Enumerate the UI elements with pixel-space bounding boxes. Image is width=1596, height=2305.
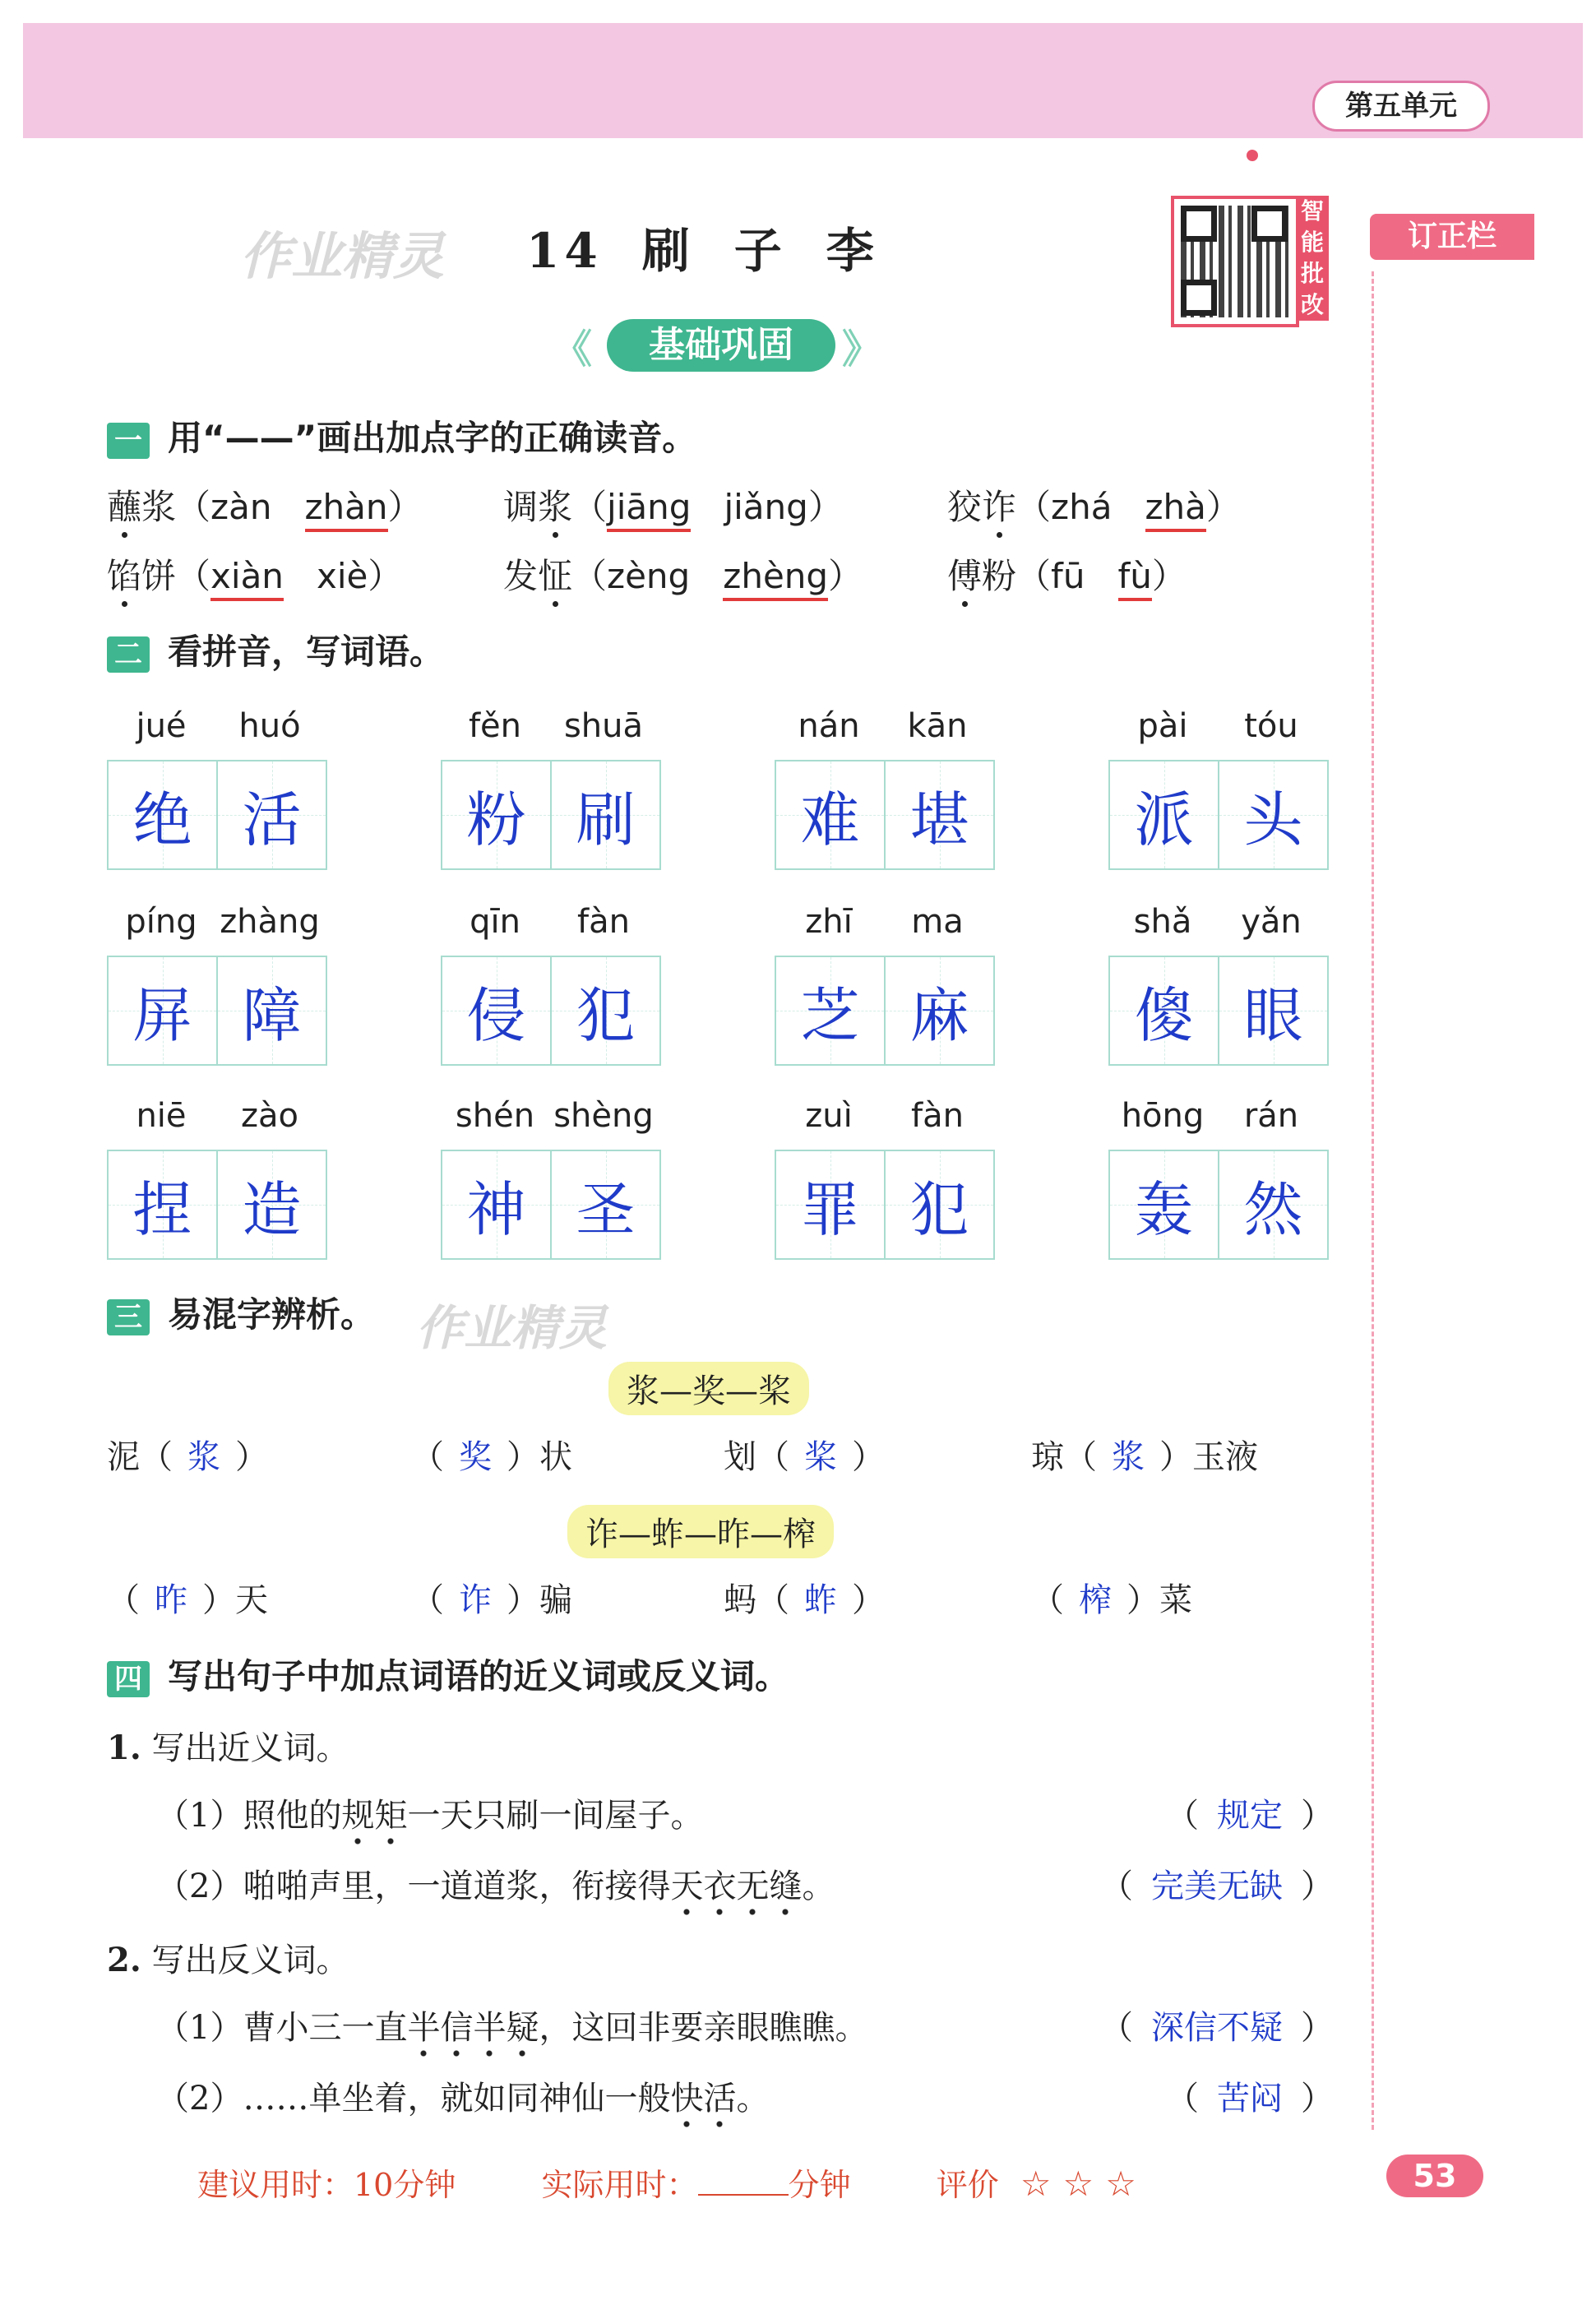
blank-prefix: （ [107, 1581, 140, 1619]
footer [197, 2159, 1136, 2205]
q1-word-char-dotted: 诈 [982, 480, 1016, 530]
fill-blank-item [411, 1431, 572, 1478]
qr-pin-icon [1247, 150, 1258, 161]
star-icon[interactable]: ☆ [1105, 2164, 1136, 2204]
blank-answer[interactable]: 榨 [1079, 1581, 1112, 1619]
writing-grid [107, 760, 327, 870]
qr-label [1296, 196, 1329, 321]
word-card [107, 903, 327, 1066]
blank-suffix: ） [852, 1438, 885, 1476]
answer-char: 芝 [800, 981, 860, 1050]
actual-time-label: 实际用时： [541, 2167, 698, 2203]
writing-cell[interactable] [1219, 957, 1327, 1064]
writing-cell[interactable] [1219, 761, 1327, 868]
answer-char: 神 [466, 1175, 526, 1244]
blank-suffix: ）状 [507, 1438, 572, 1476]
actual-time-unit: 分钟 [788, 2167, 851, 2203]
writing-cell[interactable] [552, 1151, 659, 1258]
pinyin: shuā [563, 707, 644, 745]
q2-prompt: 看拼音，写词语。 [168, 632, 445, 672]
page-number: 53 [1386, 2155, 1483, 2197]
answer-bracket: （ 深信不疑 ） [1100, 2009, 1334, 2047]
pinyin: shèng [553, 1097, 654, 1135]
blank-answer[interactable]: 浆 [1112, 1438, 1145, 1476]
q3-heading [107, 1288, 375, 1337]
word-card [775, 707, 995, 870]
writing-grid [107, 1150, 327, 1260]
q1-word-char-dotted: 蘸 [107, 480, 141, 530]
q1-word-char-dotted: 怔 [538, 549, 572, 599]
title-char-3: 李 [826, 223, 879, 279]
writing-cell[interactable] [1110, 957, 1219, 1064]
pinyin: rán [1243, 1097, 1299, 1135]
dotted-phrase: 快活 [670, 2080, 736, 2129]
q1-opt-underlined[interactable]: zhà [1145, 487, 1206, 532]
sentence-item [156, 2072, 769, 2119]
answer-char: 捏 [132, 1175, 192, 1244]
fill-blank-item [1031, 1431, 1258, 1478]
blank-prefix: 琼（ [1031, 1438, 1097, 1476]
pinyin-row [775, 1097, 992, 1143]
word-card [1108, 1097, 1329, 1260]
q4-part2-label: 2. [107, 1941, 141, 1979]
pinyin: zhàng [220, 903, 320, 941]
pinyin-row [1108, 1097, 1325, 1143]
dotted-phrase: 半信半疑 [407, 2009, 539, 2058]
answer-char: 粉 [466, 785, 526, 854]
dotted-phrase: 规矩 [341, 1797, 407, 1846]
qr-finder-icon [1181, 206, 1217, 242]
sentence-text: （2） [156, 2080, 243, 2118]
writing-grid [775, 1150, 995, 1260]
writing-cell[interactable] [886, 1151, 993, 1258]
writing-cell[interactable] [776, 761, 886, 868]
q1-word-char-dotted: 馅 [107, 549, 141, 599]
writing-cell[interactable] [1219, 1151, 1327, 1258]
sentence-text: 曹小三一直 [243, 2009, 408, 2047]
chevron-left-icon: 《 [553, 326, 593, 373]
q1-item: 狡诈（zhá zhà） [947, 480, 1241, 530]
answer-char: 派 [1134, 785, 1194, 854]
q1-item: 傅粉（fū fù） [947, 549, 1187, 599]
blank-prefix: 蚂（ [724, 1581, 789, 1619]
answer-char: 傻 [1134, 981, 1194, 1050]
q2-number: 二 [107, 636, 150, 673]
pinyin-row [107, 707, 324, 753]
word-card [1108, 707, 1329, 870]
watermark: 作业精灵 [240, 226, 445, 286]
pinyin: huó [238, 707, 301, 745]
pinyin-row [1108, 707, 1325, 753]
unit-badge: 第五单元 [1312, 81, 1490, 132]
word-card [775, 1097, 995, 1260]
q1-opt-underlined[interactable]: fù [1118, 556, 1152, 601]
pinyin: qīn [470, 903, 520, 941]
q4-part1-label: 1. [107, 1729, 141, 1767]
writing-cell[interactable] [218, 761, 326, 868]
answer-char: 眼 [1243, 981, 1303, 1050]
star-icon[interactable]: ☆ [1020, 2164, 1052, 2204]
pinyin-row [775, 707, 992, 753]
answer-char: 屏 [132, 981, 192, 1050]
blank-prefix: 泥（ [107, 1438, 173, 1476]
writing-grid [775, 760, 995, 870]
writing-grid [1108, 956, 1329, 1066]
pinyin: shén [455, 1097, 535, 1135]
writing-cell[interactable] [442, 1151, 552, 1258]
writing-grid [107, 956, 327, 1066]
pinyin: pài [1137, 707, 1188, 745]
q1-number: 一 [107, 423, 150, 459]
pinyin: fàn [911, 1097, 964, 1135]
qr-finder-icon [1251, 206, 1288, 242]
writing-cell[interactable] [442, 761, 552, 868]
blank-prefix: （ [411, 1438, 444, 1476]
writing-cell[interactable] [218, 957, 326, 1064]
chevron-right-icon: 》 [842, 326, 882, 373]
answer-bracket: （ 苦闷 ） [1166, 2080, 1334, 2118]
word-card [107, 707, 327, 870]
word-card [107, 1097, 327, 1260]
sentence-item [156, 2002, 867, 2048]
pinyin: fěn [468, 707, 522, 745]
q3-number: 三 [107, 1299, 150, 1335]
answer-char: 活 [242, 785, 302, 854]
dotted-phrase: 天衣无缝 [670, 1868, 802, 1917]
blank-suffix: ） [852, 1581, 885, 1619]
fill-blank-item [724, 1431, 885, 1478]
pinyin: zào [241, 1097, 298, 1135]
q4-number: 四 [107, 1661, 150, 1697]
pinyin-row [107, 903, 324, 949]
word-card [441, 1097, 661, 1260]
writing-cell[interactable] [552, 957, 659, 1064]
pinyin-row [775, 903, 992, 949]
answer-bracket: （ 规定 ） [1166, 1797, 1334, 1835]
writing-cell[interactable] [776, 1151, 886, 1258]
q1-opt-underlined[interactable]: zhàn [305, 487, 388, 532]
q4-part2-title [107, 1934, 349, 1981]
sentence-text: ，这回非要亲眼瞧瞧。 [539, 2009, 868, 2047]
writing-cell[interactable] [1110, 761, 1219, 868]
blank-suffix: ）玉液 [1159, 1438, 1258, 1476]
pinyin: niē [136, 1097, 187, 1135]
pinyin: nán [798, 707, 860, 745]
sentence-text: （1） [156, 1797, 243, 1835]
q1-opt[interactable]: zèng [607, 556, 691, 596]
blank-answer[interactable]: 蚱 [804, 1581, 837, 1619]
answer-char: 圣 [576, 1175, 636, 1244]
answer-char: 罪 [800, 1175, 860, 1244]
sentence-text: 。 [736, 2080, 770, 2118]
pinyin: fàn [577, 903, 630, 941]
writing-cell[interactable] [109, 761, 218, 868]
writing-grid [441, 956, 661, 1066]
writing-cell[interactable] [552, 761, 659, 868]
confusable-group-1-header: 浆—奖—桨 [608, 1362, 809, 1415]
answer-char: 犯 [576, 981, 636, 1050]
blank-answer[interactable]: 浆 [187, 1438, 220, 1476]
word-card [441, 707, 661, 870]
writing-cell[interactable] [886, 761, 993, 868]
rating-label: 评价 [936, 2167, 999, 2203]
pinyin-row [441, 1097, 658, 1143]
corrections-tag: 订正栏 [1370, 214, 1534, 260]
writing-cell[interactable] [1110, 1151, 1219, 1258]
writing-grid [441, 760, 661, 870]
pinyin: zuì [805, 1097, 853, 1135]
word-card [441, 903, 661, 1066]
writing-grid [775, 956, 995, 1066]
q1-item: 馅饼（xiàn xiè） [107, 549, 402, 599]
answer-char: 绝 [132, 785, 192, 854]
fill-blank-item [1031, 1574, 1192, 1621]
answer-char: 造 [242, 1175, 302, 1244]
lesson-title [526, 212, 918, 281]
actual-time-blank[interactable] [698, 2194, 789, 2196]
q1-heading [107, 411, 696, 461]
star-icon[interactable]: ☆ [1062, 2164, 1094, 2204]
qr-label-text: 智能批改 [1300, 197, 1324, 318]
sentence-text: （2） [156, 1868, 243, 1905]
writing-cell[interactable] [218, 1151, 326, 1258]
blank-suffix: ）天 [202, 1581, 268, 1619]
q1-opt-underlined[interactable]: jiāng [607, 487, 691, 532]
q1-opt[interactable]: xiè [317, 556, 368, 596]
q1-item: 蘸浆（zàn zhàn） [107, 480, 423, 530]
pinyin: tóu [1244, 707, 1298, 745]
answer-char: 头 [1243, 785, 1303, 854]
blank-answer[interactable]: 奖 [459, 1438, 492, 1476]
answer-char: 障 [242, 981, 302, 1050]
blank-prefix: 划（ [724, 1438, 789, 1476]
q1-opt-underlined[interactable]: xiàn [210, 556, 284, 601]
confusable-group-2-header: 诈—蚱—昨—榨 [567, 1505, 834, 1558]
q4-heading [107, 1650, 789, 1699]
sentence-text: 一天只刷一间屋子。 [407, 1797, 704, 1835]
q3-prompt: 易混字辨析。 [168, 1294, 376, 1335]
sentence-text: 啪啪声里，一道道浆，衔接得 [243, 1868, 671, 1905]
pinyin-row [441, 707, 658, 753]
title-char-1: 刷 [641, 223, 695, 279]
writing-cell[interactable] [442, 957, 552, 1064]
sentence-text: 照他的 [243, 1797, 342, 1835]
q4-part1-text: 写出近义词。 [151, 1729, 349, 1767]
pinyin-row [441, 903, 658, 949]
answer-char: 然 [1243, 1175, 1303, 1244]
q4-part2-text: 写出反义词。 [151, 1942, 349, 1979]
fill-blank-item [107, 1431, 268, 1478]
q2-heading [107, 625, 444, 674]
blank-prefix: （ [1031, 1581, 1064, 1619]
sentence-text: （1） [156, 2009, 243, 2047]
fill-blank-item [107, 1574, 268, 1621]
pinyin: kān [907, 707, 968, 745]
q1-word-char-dotted: 浆 [538, 480, 572, 530]
blank-answer[interactable]: 昨 [155, 1581, 187, 1619]
answer-char: 难 [800, 785, 860, 854]
answer-text[interactable]: 完美无缺 [1151, 1868, 1283, 1905]
answer-char: 刷 [576, 785, 636, 854]
writing-cell[interactable] [886, 957, 993, 1064]
lesson-number: 14 [526, 223, 603, 279]
pinyin: yǎn [1241, 903, 1302, 941]
corrections-divider [1372, 271, 1374, 2130]
q1-opt[interactable]: jiǎng [724, 487, 808, 527]
fill-blank-item [411, 1574, 572, 1621]
pinyin-row [1108, 903, 1325, 949]
pinyin-row [107, 1097, 324, 1143]
sentence-item [156, 1860, 835, 1907]
word-card [775, 903, 995, 1066]
qr-finder-icon [1181, 280, 1217, 316]
blank-suffix: ） [235, 1438, 268, 1476]
answer-char: 堪 [909, 785, 969, 854]
answer-text[interactable]: 深信不疑 [1151, 2009, 1283, 2047]
title-char-2: 子 [733, 223, 787, 279]
fill-blank-item [724, 1574, 885, 1621]
answer-char: 轰 [1134, 1175, 1194, 1244]
q1-item: 发怔（zèng zhèng） [503, 549, 863, 599]
answer-bracket: （ 完美无缺 ） [1100, 1868, 1334, 1905]
blank-suffix: ）菜 [1126, 1581, 1192, 1619]
sentence-text: 。 [802, 1868, 835, 1905]
answer-text[interactable]: 苦闷 [1217, 2080, 1283, 2118]
writing-cell[interactable] [109, 1151, 218, 1258]
q1-opt-underlined[interactable]: zhèng [723, 556, 828, 601]
q1-word-char-dotted: 傅 [947, 549, 982, 599]
suggested-time: 建议用时：10分钟 [197, 2167, 456, 2203]
qr-code[interactable] [1171, 196, 1299, 327]
answer-char: 犯 [909, 1175, 969, 1244]
pinyin: jué [136, 707, 187, 745]
sentence-item [156, 1789, 703, 1836]
q1-opt[interactable]: zàn [210, 487, 272, 527]
answer-char: 侵 [466, 981, 526, 1050]
blank-prefix: （ [411, 1581, 444, 1619]
writing-cell[interactable] [776, 957, 886, 1064]
pinyin: zhī [805, 903, 853, 941]
pinyin: shǎ [1133, 903, 1192, 941]
pinyin: ma [911, 903, 964, 941]
pinyin: píng [125, 903, 197, 941]
writing-cell[interactable] [109, 957, 218, 1064]
sentence-text: ……单坐着，就如同神仙一般 [243, 2080, 671, 2118]
writing-grid [1108, 1150, 1329, 1260]
writing-grid [1108, 760, 1329, 870]
q1-opt[interactable]: zhá [1051, 487, 1113, 527]
answer-text[interactable]: 规定 [1217, 1797, 1283, 1835]
answer-char: 麻 [909, 981, 969, 1050]
q1-item: 调浆（jiāng jiǎng） [503, 480, 843, 530]
watermark-2: 作业精灵 [416, 1300, 608, 1356]
section-banner: 基础巩固 [607, 319, 835, 372]
q1-prompt: 用“——”画出加点字的正确读音。 [168, 418, 697, 458]
q1-opt[interactable]: fū [1051, 556, 1085, 596]
q4-part1-title [107, 1722, 349, 1769]
blank-answer[interactable]: 诈 [459, 1581, 492, 1619]
blank-suffix: ）骗 [507, 1581, 572, 1619]
q4-prompt: 写出句子中加点词语的近义词或反义词。 [168, 1656, 790, 1696]
word-card [1108, 903, 1329, 1066]
pinyin: hōng [1121, 1097, 1205, 1135]
writing-grid [441, 1150, 661, 1260]
blank-answer[interactable]: 桨 [804, 1438, 837, 1476]
